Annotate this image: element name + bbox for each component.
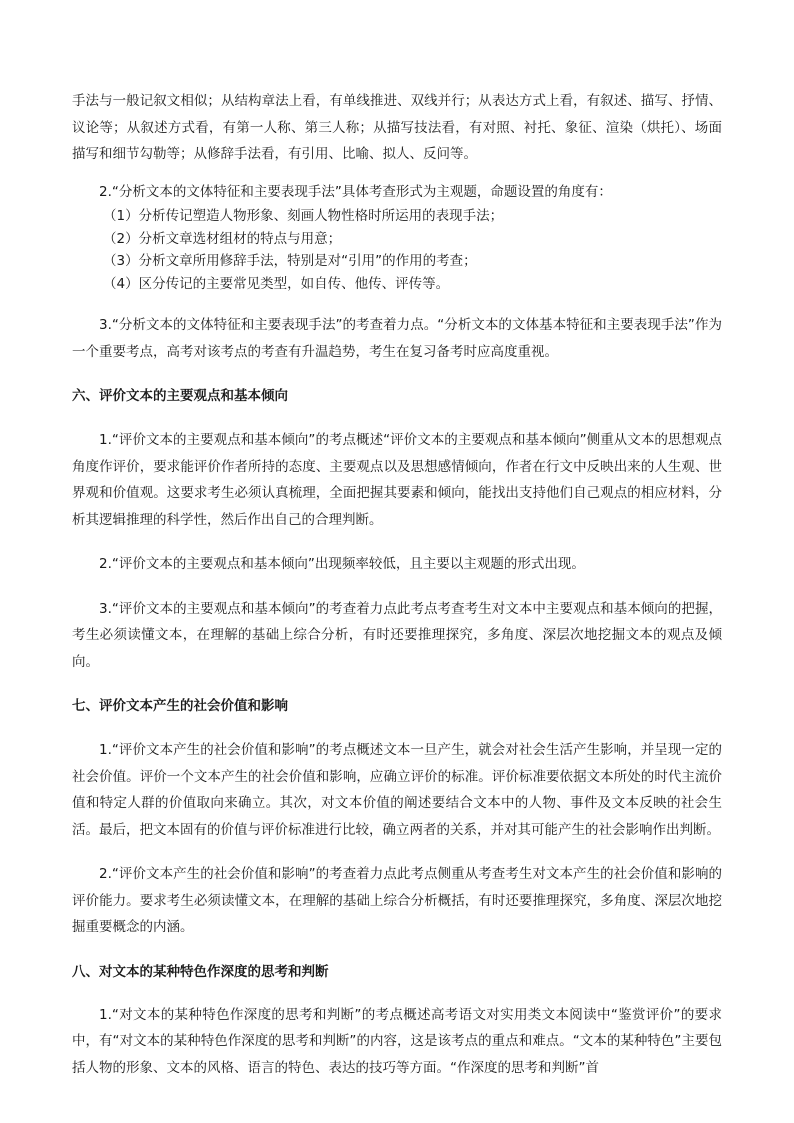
section5-paragraph-3: 3.“分析文本的文体特征和主要表现手法”的考查着力点。“分析文本的文体基本特征和主要表现手法”作为一个重要考点，高考对该考点的考查有升温趋势，考生在复习备考时应高度重视。 — [72, 317, 722, 360]
section7-paragraph-1: 1.“评价文本产生的社会价值和影响”的考点概述文本一旦产生，就会对社会生活产生影响，并呈现一定的社会价值。评价一个文本产生的社会价值和影响，应确立评价的标准。评价标准要依据文本所处的时代主流价值和特定人群的价值取向来确立。其次，对文本价值的阐述要结合文本中的人物、事件及文本反映的社会生活。最后，把文本固有的价值与评价标准进行比较，确立两者的关系，并对其可能产生的社会影响作出判断。 — [72, 742, 722, 838]
section7-paragraph-2: 2.“评价文本产生的社会价值和影响”的考查着力点此考点侧重从考查考生对文本产生的社会价值和影响的评价能力。要求考生必须读懂文本，在理解的基础上综合分析概括，有时还要推理探究，多角度、深层次地挖掘重要概念的内涵。 — [72, 866, 722, 935]
section5-list — [72, 205, 722, 295]
section6-paragraph-1: 1.“评价文本的主要观点和基本倾向”的考点概述“评价文本的主要观点和基本倾向”侧重从文本的思想观点角度作评价，要求能评价作者所持的态度、主要观点以及思想感情倾向，作者在行文中反映出来的人生观、世界观和价值观。这要求考生必须认真梳理，全面把握其要素和倾向，能找出支持他们自己观点的相应材料，分析其逻辑推理的科学性，然后作出自己的合理判断。 — [72, 432, 722, 528]
list-item: （3）分析文章所用修辞手法，特别是对“引用”的作用的考查； — [103, 253, 477, 269]
section8-paragraph-1: 1.“对文本的某种特色作深度的思考和判断”的考点概述高考语文对实用类文本阅读中“鉴赏评价”的要求中，有“对文本的某种特色作深度的思考和判断”的内容，这是该考点的重点和难点。“文本的某种特色”主要包括人物的形象、文本的风格、语言的特色、表达的技巧等方面。“作深度的思考和判断”首 — [72, 1006, 722, 1076]
section6-paragraph-3: 3.“评价文本的主要观点和基本倾向”的考查着力点此考点考查考生对文本中主要观点和基本倾向的把握，考生必须读懂文本，在理解的基础上综合分析，有时还要推理探究，多角度、深层次地挖掘文本的观点及倾向。 — [72, 600, 722, 670]
document-body — [72, 88, 722, 1081]
list-item: （1）分析传记塑造人物形象、刻画人物性格时所运用的表现手法； — [103, 208, 504, 224]
section7-heading: 七、评价文本产生的社会价值和影响 — [72, 698, 288, 714]
list-item: （2）分析文章选材组材的特点与用意； — [103, 230, 342, 247]
section6-heading: 六、评价文本的主要观点和基本倾向 — [72, 388, 288, 404]
section8-heading: 八、对文本的某种特色作深度的思考和判断 — [72, 963, 329, 980]
section6-paragraph-2: 2.“评价文本的主要观点和基本倾向”出现频率较低，且主要以主观题的形式出现。 — [99, 556, 585, 572]
list-item: （4）区分传记的主要常见类型，如自传、他传、评传等。 — [103, 275, 450, 292]
continuation-paragraph: 手法与一般记叙文相似；从结构章法上看，有单线推进、双线并行；从表达方式上看，有叙述、描写、抒情、议论等；从叙述方式看，有第一人称、第三人称；从描写技法看，有对照、衬托、象征、渲染（烘托）、场面描写和细节勾勒等；从修辞手法看，有引用、比喻、拟人、反问等。 — [72, 93, 722, 162]
section5-paragraph-2: 2.“分析文本的文体特征和主要表现手法”具体考查形式为主观题，命题设置的角度有： — [99, 183, 612, 200]
